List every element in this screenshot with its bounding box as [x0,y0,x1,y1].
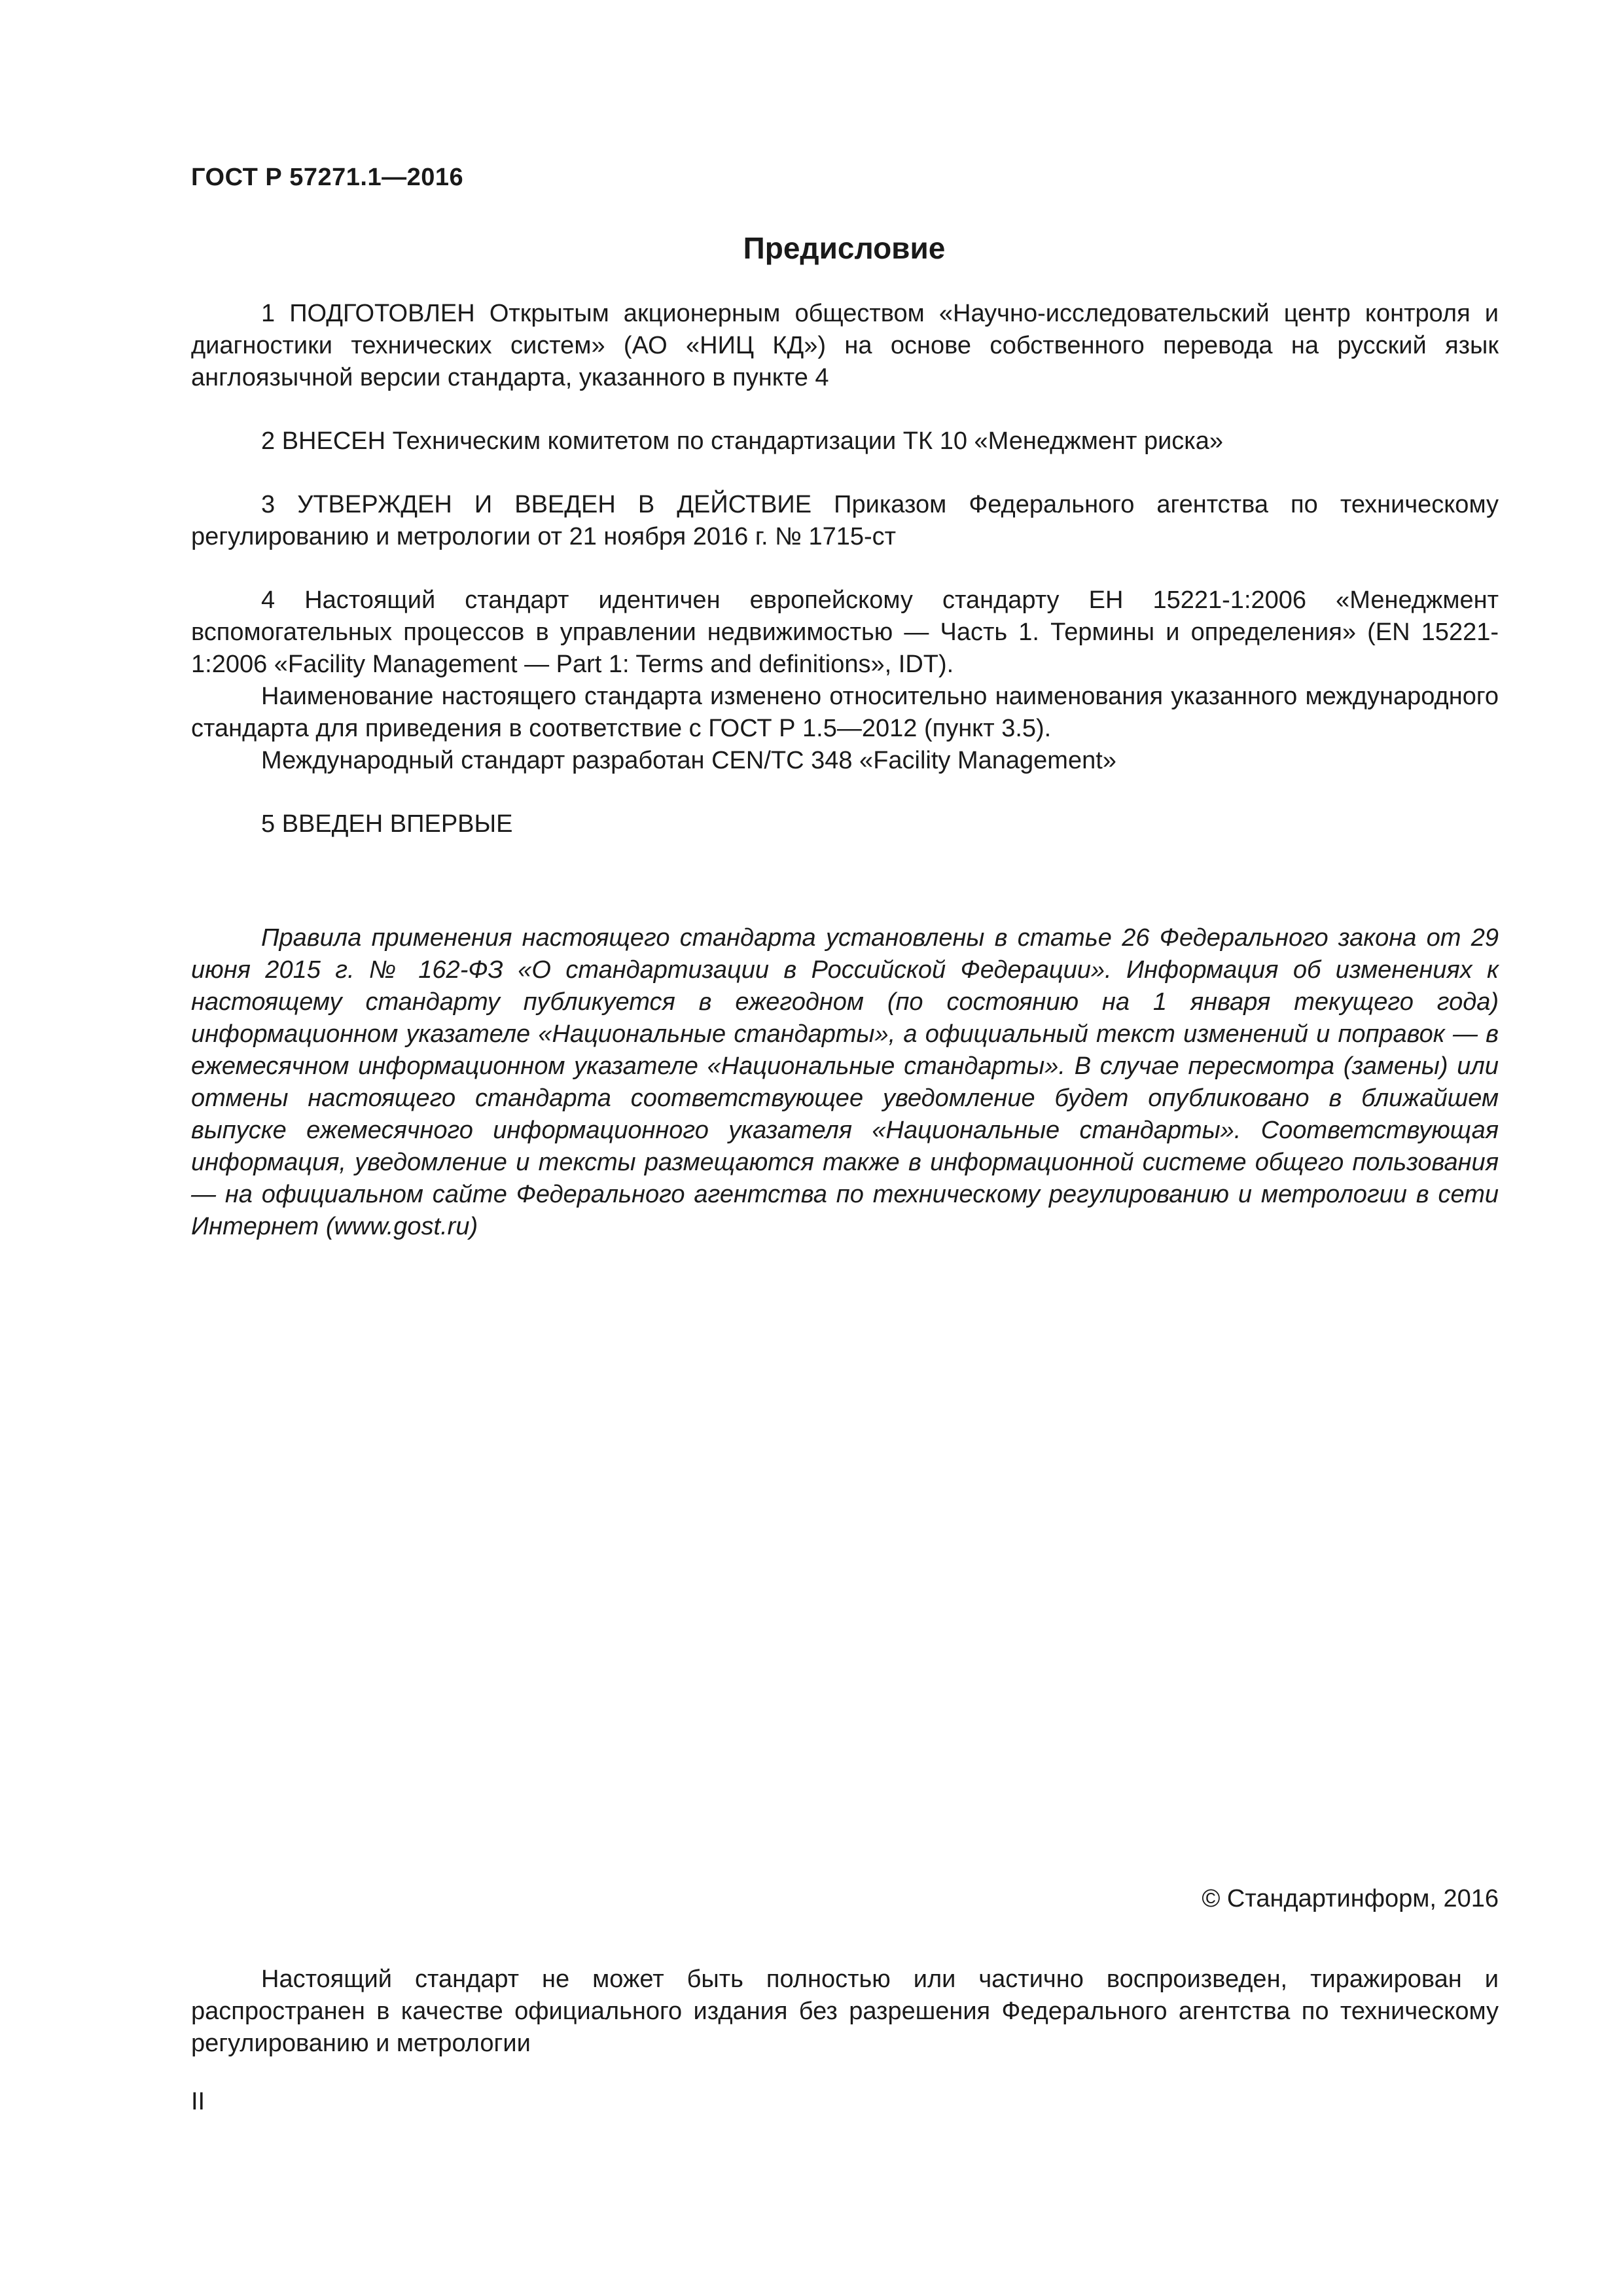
preface-item-4-developer: Международный стандарт разработан CEN/TC 348 «Facility Management» [261,747,1116,774]
preface-item-1: 1 ПОДГОТОВЛЕН Открытым акционерным обществом «Научно-исследовательский центр контроля и диагностики технических систем» (АО «НИЦ КД») на основе собственного перевода на русский язык англоязычной версии стандарта, указанного в пункте 4 [191,300,1499,391]
preface-item-4: 4 Настоящий стандарт идентичен европейскому стандарту ЕН 15221-1:2006 «Менеджмент вспомогательных процессов в управлении недвижимостью — Часть 1. Термины и определения» (EN 15221-1:2006 «Facility Management — Part 1: Terms and definitions», IDT). [191,586,1499,678]
reproduction-notice: Настоящий стандарт не может быть полностью или частично воспроизведен, тиражирован и распространен в качестве официального издания без разрешения Федерального агентства по техническому регулированию и метрологии [191,1965,1499,2057]
preface-item-2: 2 ВНЕСЕН Техническим комитетом по стандартизации ТК 10 «Менеджмент риска» [261,427,1224,455]
page-number: II [191,2088,205,2115]
document-code: ГОСТ Р 57271.1—2016 [191,164,464,191]
preface-body [191,298,1499,840]
rules-notice: Правила применения настоящего стандарта установлены в статье 26 Федерального закона от 29 июня 2015 г. № 162-ФЗ «О стандартизации в Российской Федерации». Информация об изменениях к настоящему стандарту публикуется в ежегодном (по состоянию на 1 января текущего года) информационном указателе «Национальные стандарты», а официальный текст изменений и поправок — в ежемесячном информационном указателе «Национальные стандарты». В случае пересмотра (замены) или отмены настоящего стандарта соответствующее уведомление будет опубликовано в ближайшем выпуске ежемесячного информационного указателя «Национальные стандарты». Соответствующая информация, уведомление и тексты размещаются также в информационной системе общего пользования — на официальном сайте Федерального агентства по техническому регулированию и метрологии в сети Интернет (www.gost.ru) [191,924,1499,1240]
preface-item-3: 3 УТВЕРЖДЕН И ВВЕДЕН В ДЕЙСТВИЕ Приказом Федерального агентства по техническому регулированию и метрологии от 21 ноября 2016 г. № 1715-ст [191,491,1499,550]
rules-notice-block [191,922,1499,1243]
preface-item-5: 5 ВВЕДЕН ВПЕРВЫЕ [261,810,513,838]
preface-item-4-name-note: Наименование настоящего стандарта изменено относительно наименования указанного международного стандарта для приведения в соответствие с ГОСТ Р 1.5—2012 (пункт 3.5). [191,683,1499,742]
preface-title: Предисловие [743,231,946,265]
copyright: © Стандартинформ, 2016 [1202,1885,1499,1912]
reproduction-block [191,1964,1499,2060]
